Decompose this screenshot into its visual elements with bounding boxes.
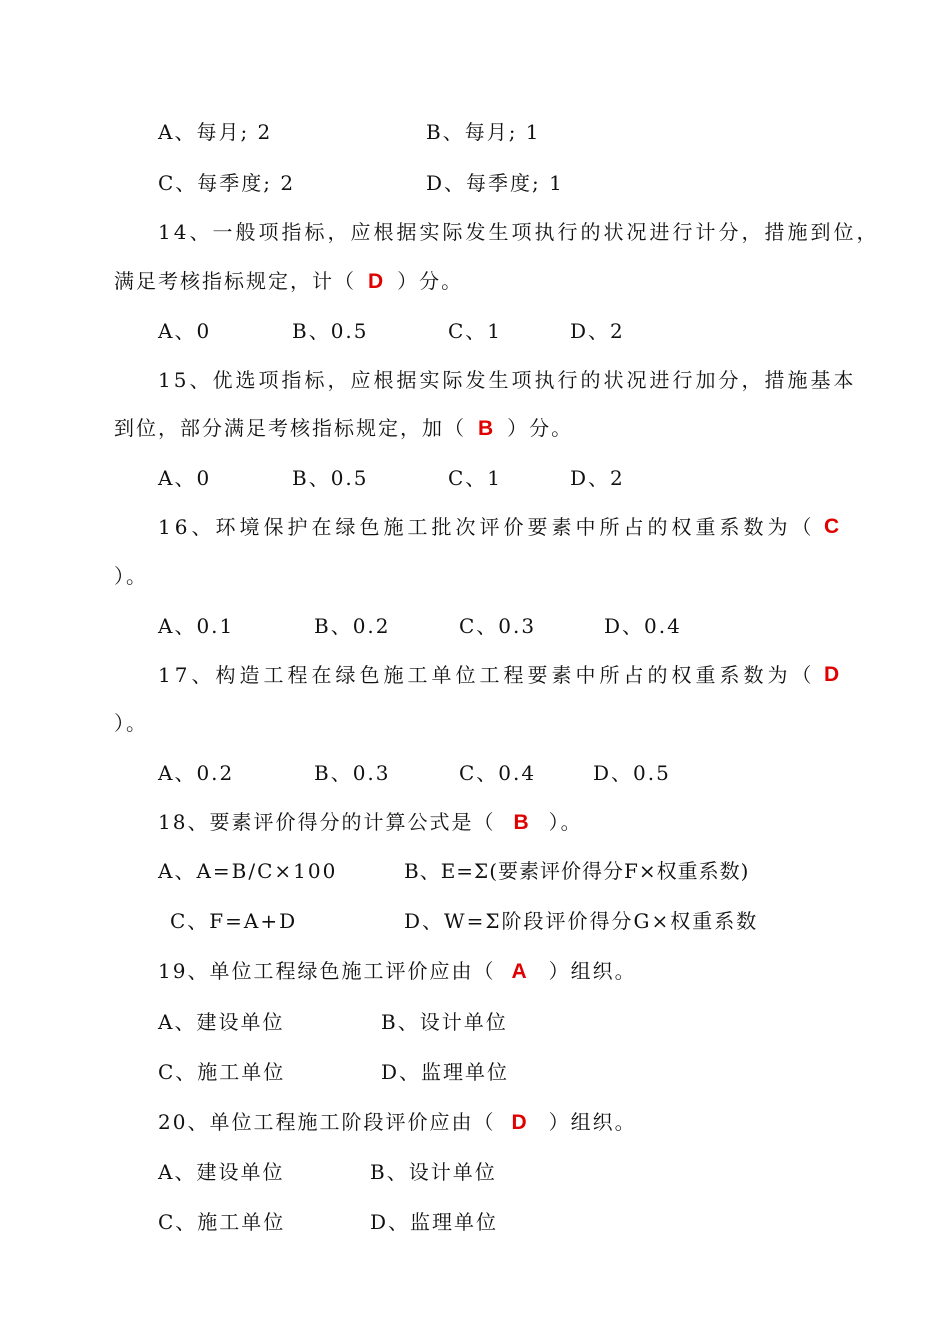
- q16-answer: C: [824, 515, 842, 538]
- q16-option-c: C、0.3: [459, 614, 537, 638]
- q18-option-b: B、E=Σ(要素评价得分F×权重系数): [404, 859, 750, 883]
- q14-option-b: B、0.5: [292, 319, 369, 343]
- q16-option-a: A、0.1: [158, 614, 235, 638]
- q15-option-b: B、0.5: [292, 466, 369, 490]
- q14-stem-text: 满足考核指标规定，计（: [114, 269, 356, 293]
- q13-option-d: D、每季度; 1: [426, 171, 564, 195]
- q19-stem-end: ）组织。: [548, 959, 637, 983]
- q17-option-a: A、0.2: [158, 761, 235, 785]
- q15-stem-end: ）分。: [507, 416, 574, 440]
- q19-answer: A: [511, 960, 529, 983]
- q19-question-line1: [158, 959, 637, 984]
- q17-option-d: D、0.5: [593, 761, 671, 785]
- q20-stem-text: 20、单位工程施工阶段评价应由（: [158, 1110, 496, 1134]
- q20-option-c: C、施工单位: [158, 1210, 286, 1234]
- q13-option-a: A、每月; 2: [158, 120, 273, 144]
- q18-option-a: A、A=B/C×100: [158, 859, 338, 883]
- q16-question-line2: ）。: [114, 564, 148, 588]
- q17-question-line2: ）。: [114, 711, 148, 735]
- q20-question-line1: [158, 1110, 637, 1135]
- q16-question-line1: 16、环境保护在绿色施工批次评价要素中所占的权重系数为（: [158, 515, 816, 539]
- q15-question-line1: 15、优选项指标，应根据实际发生项执行的状况进行加分，措施基本: [158, 368, 857, 392]
- q17-answer: D: [824, 663, 842, 686]
- q18-answer: B: [513, 811, 531, 834]
- q18-stem-end: ）。: [548, 810, 583, 834]
- q19-option-c: C、施工单位: [158, 1060, 286, 1084]
- q18-stem-text: 18、要素评价得分的计算公式是（: [158, 810, 496, 834]
- q13-option-c: C、每季度; 2: [158, 171, 296, 195]
- q15-answer: B: [478, 417, 496, 440]
- q19-option-b: B、设计单位: [381, 1010, 508, 1034]
- q13-option-b: B、每月; 1: [426, 120, 541, 144]
- q18-question-line1: [158, 810, 583, 835]
- q15-option-c: C、1: [448, 466, 503, 490]
- q20-option-b: B、设计单位: [370, 1160, 497, 1184]
- q14-option-d: D、2: [570, 319, 625, 343]
- q20-option-a: A、建设单位: [158, 1160, 285, 1184]
- q20-stem-end: ）组织。: [548, 1110, 637, 1134]
- q17-question-line1: 17、构造工程在绿色施工单位工程要素中所占的权重系数为（: [158, 663, 816, 687]
- q15-stem-text: 到位，部分满足考核指标规定，加（: [114, 416, 466, 440]
- q14-option-a: A、0: [158, 319, 212, 343]
- q20-option-d: D、监理单位: [370, 1210, 499, 1234]
- q19-stem-text: 19、单位工程绿色施工评价应由（: [158, 959, 496, 983]
- q15-question-line2: [114, 416, 573, 441]
- q14-stem-end: ）分。: [397, 269, 464, 293]
- q16-option-d: D、0.4: [604, 614, 682, 638]
- q19-option-a: A、建设单位: [158, 1010, 285, 1034]
- q17-option-b: B、0.3: [314, 761, 391, 785]
- q14-answer: D: [368, 270, 386, 293]
- q18-option-c: C、F=A+D: [170, 909, 298, 933]
- q20-answer: D: [511, 1111, 529, 1134]
- q18-option-d: D、W=Σ阶段评价得分G×权重系数: [404, 909, 759, 933]
- q14-question-line1: 14、一般项指标，应根据实际发生项执行的状况进行计分，措施到位，: [158, 220, 880, 244]
- q17-option-c: C、0.4: [459, 761, 537, 785]
- q16-option-b: B、0.2: [314, 614, 391, 638]
- q14-option-c: C、1: [448, 319, 503, 343]
- q14-question-line2: [114, 269, 463, 294]
- q15-option-a: A、0: [158, 466, 212, 490]
- q15-option-d: D、2: [570, 466, 625, 490]
- q19-option-d: D、监理单位: [381, 1060, 510, 1084]
